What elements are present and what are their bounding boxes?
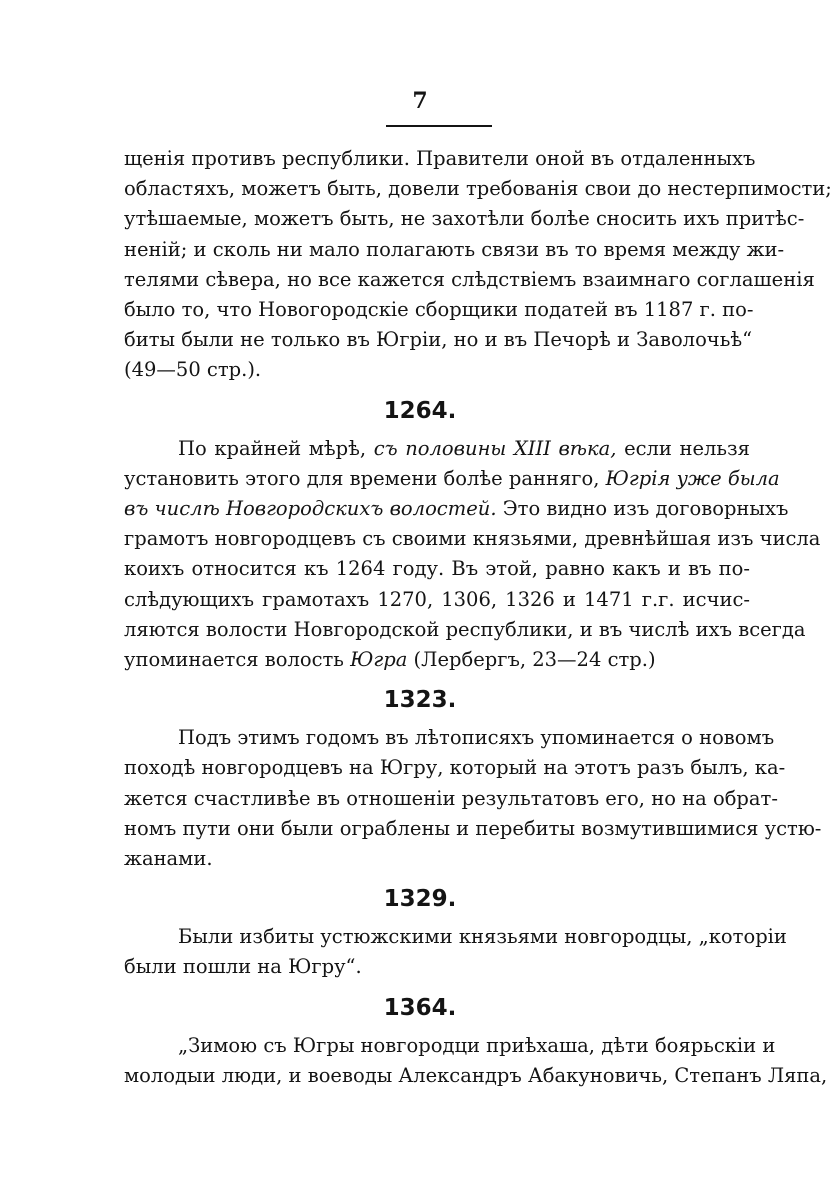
text-segment: если нельзя [616, 436, 750, 460]
text-segment: По крайней мѣрѣ, [178, 436, 374, 460]
text-line [124, 465, 780, 493]
text-segment: областяхъ, можетъ быть, довели требованія свои до нестерпимости; [124, 177, 832, 201]
text-segment: жется счастливѣе въ отношеніи результатовъ его, но на обрат- [124, 786, 778, 810]
text-line [178, 435, 750, 463]
text-segment: (49—50 стр.). [124, 358, 262, 382]
text-line [178, 724, 775, 752]
text-line [124, 785, 778, 813]
text-segment: телями сѣвера, но все кажется слѣдствіемъ взаимнаго соглашенія [124, 267, 815, 291]
year-heading: 1323. [383, 687, 457, 714]
text-segment: Были избиты устюжскими князьями новгородцы, „которіи [178, 925, 787, 949]
text-segment: Это видно изъ договорныхъ [496, 497, 789, 520]
text-segment: установить этого для времени болѣе ранняго, [124, 466, 606, 490]
text-segment: походѣ новгородцевъ на Югру, который на этотъ разъ былъ, ка- [124, 756, 786, 780]
text-line [124, 1062, 828, 1090]
text-line [124, 754, 786, 782]
text-segment: неній; и сколь ни мало полагають связи въ то время между жи- [124, 237, 785, 261]
text-segment: слѣдующихъ грамотахъ 1270, 1306, 1326 и 1471 г.г. исчис- [124, 587, 750, 611]
text-segment: ляются волости Новгородской республики, и въ числѣ ихъ всегда [124, 617, 806, 641]
text-line [124, 953, 750, 981]
text-line [178, 1032, 776, 1060]
text-line [124, 646, 750, 674]
text-segment: номъ пути они были ограблены и перебиты возмутившимися устю- [124, 816, 822, 840]
year-heading: 1364. [383, 994, 457, 1021]
page-number: 7 [412, 88, 428, 114]
text-line [124, 495, 789, 523]
text-segment: (Лербергъ, 23—24 стр.) [407, 648, 656, 671]
text-line [124, 236, 785, 264]
italic-text: съ половины XIII вѣка, [373, 436, 617, 460]
text-line [124, 145, 756, 173]
text-line [124, 525, 821, 553]
text-line [124, 586, 750, 614]
year-heading: 1264. [383, 397, 457, 424]
text-segment: было то, что Новогородскіе сборщики податей въ 1187 г. по- [124, 298, 754, 321]
text-line [124, 326, 753, 354]
italic-text: въ числѣ Новгородскихъ волостей. [124, 497, 497, 520]
text-segment: коихъ относится къ 1264 году. Въ этой, равно какъ и въ по- [124, 557, 750, 581]
text-segment: были пошли на Югру“. [124, 955, 362, 979]
text-line [124, 205, 805, 233]
text-line [178, 923, 787, 951]
italic-text: Югра [350, 648, 408, 671]
text-line [124, 175, 832, 203]
text-segment: молодыи люди, и воеводы Александръ Абакуновичь, Степанъ Ляпа, [124, 1063, 828, 1087]
text-line [124, 296, 754, 324]
text-line [124, 845, 750, 873]
year-heading: 1329. [383, 886, 457, 913]
text-segment: грамотъ новгородцевъ съ своими князьями, древнѣйшая изъ числа [124, 527, 821, 551]
text-segment: утѣшаемые, можетъ быть, не захотѣли болѣе сносить ихъ притѣс- [124, 207, 805, 231]
text-segment: биты были не только въ Югріи, но и въ Печорѣ и Заволочьѣ“ [124, 328, 753, 352]
text-line [124, 555, 750, 583]
header-rule [386, 125, 492, 127]
text-segment: „Зимою съ Югры новгородци приѣхаша, дѣти боярьскіи и [178, 1033, 776, 1057]
text-line [124, 815, 822, 843]
text-line [124, 356, 750, 384]
text-segment: щенія противъ республики. Правители оной въ отдаленныхъ [124, 147, 756, 170]
text-line [124, 616, 806, 644]
text-line [124, 266, 815, 294]
italic-text: Югрія уже была [605, 466, 780, 490]
text-segment: жанами. [124, 847, 213, 870]
text-segment: Подъ этимъ годомъ въ лѣтописяхъ упоминается о новомъ [178, 726, 775, 750]
text-segment: упоминается волость [124, 648, 351, 671]
